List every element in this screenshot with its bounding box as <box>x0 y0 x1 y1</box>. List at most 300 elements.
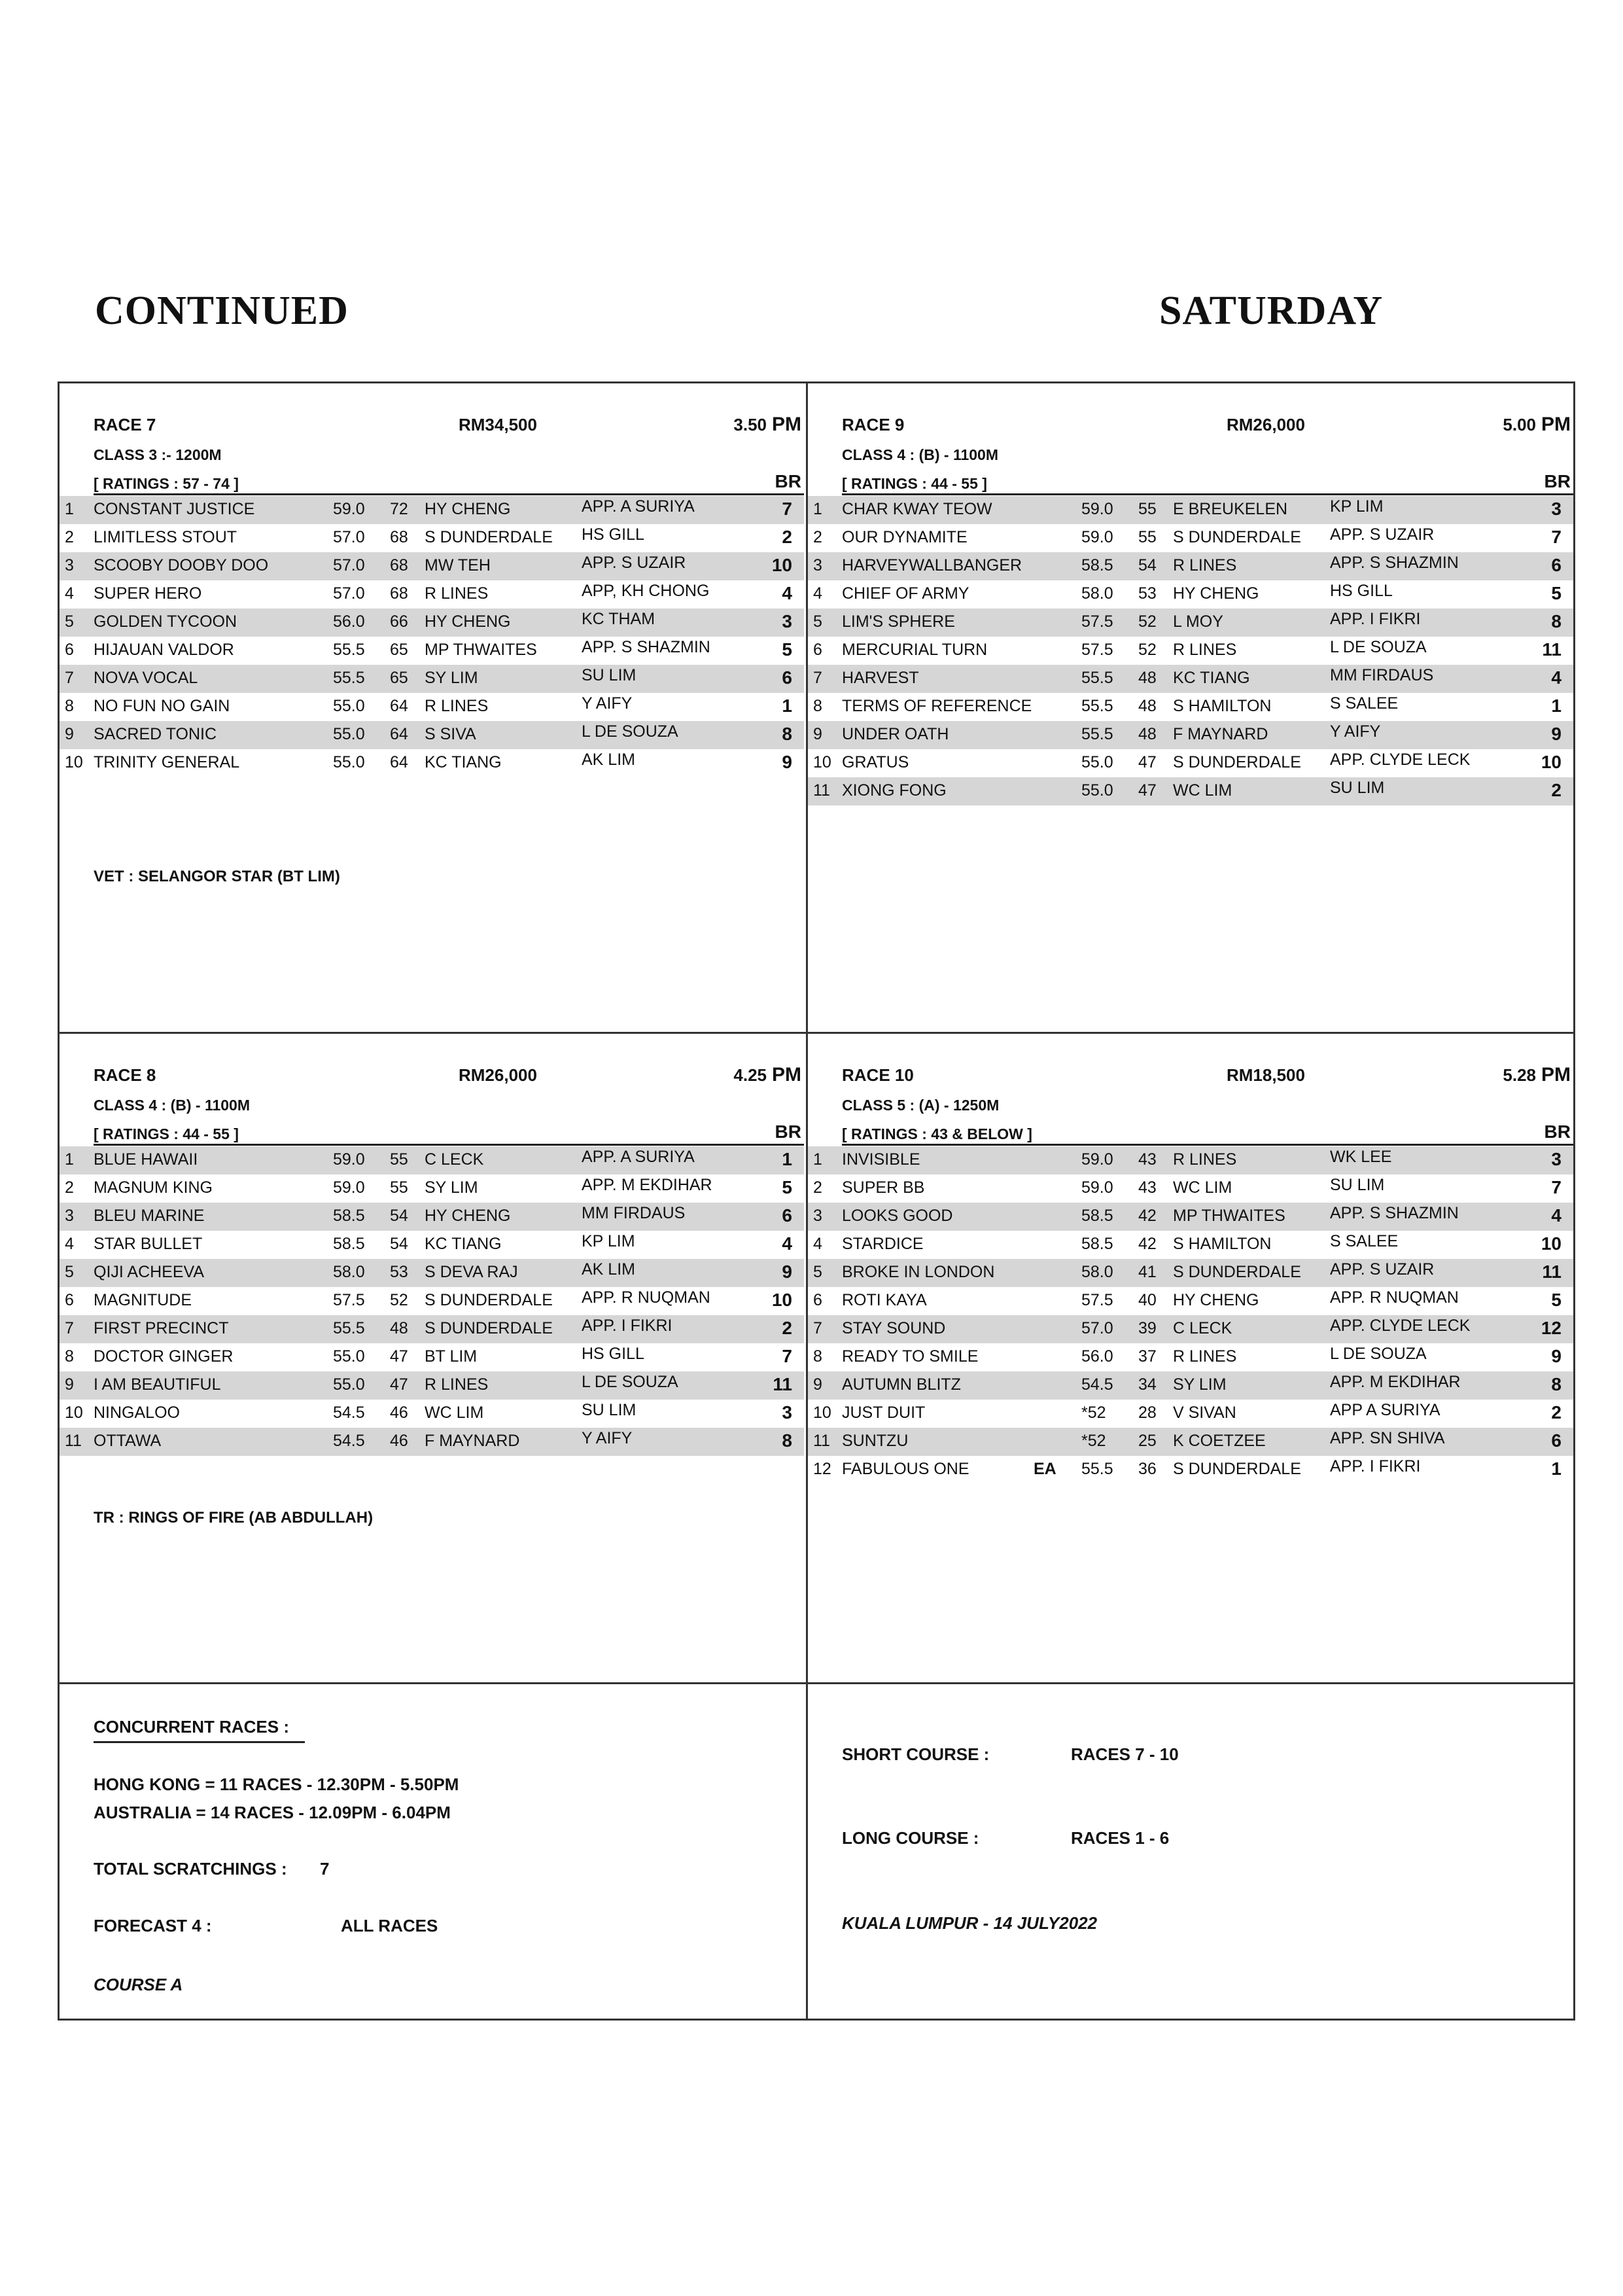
handicap-weight: *52 <box>1081 1432 1106 1450</box>
rating: 48 <box>1138 725 1157 743</box>
runner-row <box>60 496 804 524</box>
runner-number: 2 <box>65 1178 74 1197</box>
runner-number: 7 <box>65 669 74 687</box>
jockey-name: HY CHENG <box>425 1207 511 1225</box>
race-time-value: 4.25 <box>733 1065 767 1085</box>
barrier-draw: 10 <box>771 1290 792 1310</box>
runner-row <box>808 609 1573 637</box>
runner-row <box>60 1428 804 1456</box>
runner-number: 3 <box>65 556 74 574</box>
runner-number: 7 <box>65 1319 74 1337</box>
runner-row <box>808 1259 1573 1287</box>
horse-name: UNDER OATH <box>842 725 949 743</box>
barrier-draw: 3 <box>1551 1149 1562 1169</box>
handicap-weight: 58.0 <box>1081 1263 1113 1281</box>
rating: 68 <box>390 528 408 546</box>
handicap-weight: 58.5 <box>1081 1235 1113 1253</box>
handicap-weight: 57.5 <box>1081 641 1113 659</box>
header-day: SATURDAY <box>1159 289 1384 333</box>
jockey-name: HY CHENG <box>425 612 511 631</box>
runner-number: 10 <box>65 753 83 771</box>
rating: 64 <box>390 697 408 715</box>
short-course-label: SHORT COURSE : <box>842 1744 990 1764</box>
handicap-weight: 55.5 <box>1081 725 1113 743</box>
horse-name: NO FUN NO GAIN <box>94 697 230 715</box>
runner-row <box>60 749 804 777</box>
horse-name: CHAR KWAY TEOW <box>842 500 992 518</box>
jockey-name: S DUNDERDALE <box>425 528 553 546</box>
trainer-name: APP. CLYDE LECK <box>1330 1316 1471 1335</box>
jockey-name: R LINES <box>425 697 489 715</box>
rating: 39 <box>1138 1319 1157 1337</box>
race-title: RACE 10 <box>842 1065 914 1085</box>
runner-number: 8 <box>813 1347 822 1366</box>
handicap-weight: 55.0 <box>333 1375 365 1394</box>
runner-row <box>60 1371 804 1400</box>
horse-name: JUST DUIT <box>842 1404 926 1422</box>
runner-row <box>808 777 1573 805</box>
handicap-weight: 57.0 <box>1081 1319 1113 1337</box>
race-title: RACE 9 <box>842 415 905 434</box>
handicap-weight: 54.5 <box>1081 1375 1113 1394</box>
barrier-draw: 5 <box>782 639 792 660</box>
rating: 40 <box>1138 1291 1157 1309</box>
barrier-draw: 5 <box>1551 583 1562 603</box>
rating: 41 <box>1138 1263 1157 1281</box>
horse-name: HIJAUAN VALDOR <box>94 641 234 659</box>
trainer-name: APP. A SURIYA <box>582 1148 695 1166</box>
jockey-name: R LINES <box>1173 1150 1237 1169</box>
trainer-name: APP. M EKDIHAR <box>582 1176 712 1194</box>
runner-row <box>60 1343 804 1371</box>
trainer-name: APP. S UZAIR <box>1330 1260 1435 1279</box>
long-course-value: RACES 1 - 6 <box>1071 1828 1170 1848</box>
race-prize: RM34,500 <box>459 415 537 434</box>
handicap-weight: 54.5 <box>333 1404 365 1422</box>
horse-name: NINGALOO <box>94 1404 180 1422</box>
barrier-draw: 1 <box>1551 696 1562 716</box>
trainer-name: L DE SOUZA <box>1330 638 1427 656</box>
barrier-draw: 10 <box>1541 1233 1562 1254</box>
jockey-name: E BREUKELEN <box>1173 500 1288 518</box>
trainer-name: Y AIFY <box>582 694 633 713</box>
barrier-draw: 6 <box>782 1205 792 1226</box>
jockey-name: S DUNDERDALE <box>1173 1460 1301 1478</box>
horse-name: BROKE IN LONDON <box>842 1263 995 1281</box>
trainer-name: SU LIM <box>1330 779 1385 797</box>
horse-name: STARDICE <box>842 1235 924 1253</box>
rating: 43 <box>1138 1178 1157 1197</box>
entries-list <box>60 496 804 777</box>
barrier-draw: 1 <box>1551 1458 1562 1479</box>
jockey-name: S DUNDERDALE <box>1173 1263 1301 1281</box>
rating: 68 <box>390 556 408 574</box>
runner-number: 5 <box>65 1263 74 1281</box>
jockey-name: WC LIM <box>1173 781 1232 800</box>
jockey-name: C LECK <box>425 1150 484 1169</box>
runner-number: 6 <box>813 641 822 659</box>
jockey-name: KC TIANG <box>425 753 502 771</box>
rating: 46 <box>390 1432 408 1450</box>
horse-name: I AM BEAUTIFUL <box>94 1375 221 1394</box>
trainer-name: APP. S SHAZMIN <box>1330 554 1459 572</box>
runner-number: 8 <box>65 697 74 715</box>
runner-row <box>60 552 804 580</box>
total-scratchings-label: TOTAL SCRATCHINGS : <box>94 1859 287 1879</box>
runner-row <box>60 609 804 637</box>
rating: 48 <box>390 1319 408 1337</box>
jockey-name: F MAYNARD <box>1173 725 1268 743</box>
trainer-name: WK LEE <box>1330 1148 1392 1166</box>
jockey-name: KC TIANG <box>425 1235 502 1253</box>
race-prize: RM26,000 <box>459 1065 537 1085</box>
runner-number: 3 <box>65 1207 74 1225</box>
horse-name: OTTAWA <box>94 1432 162 1450</box>
trainer-name: APP. A SURIYA <box>582 497 695 516</box>
handicap-weight: 57.5 <box>1081 612 1113 631</box>
horse-name: BLUE HAWAII <box>94 1150 198 1169</box>
header-continued: CONTINUED <box>95 289 349 333</box>
jockey-name: SY LIM <box>1173 1375 1227 1394</box>
runner-row <box>60 665 804 693</box>
rating: 53 <box>390 1263 408 1281</box>
barrier-draw: 2 <box>1551 1402 1562 1422</box>
rating: 55 <box>1138 500 1157 518</box>
horse-name: FABULOUS ONE <box>842 1460 969 1478</box>
race-ratings: [ RATINGS : 43 & BELOW ] <box>842 1125 1032 1142</box>
runner-row <box>808 1400 1573 1428</box>
jockey-name: S HAMILTON <box>1173 697 1272 715</box>
handicap-weight: 58.0 <box>1081 584 1113 603</box>
jockey-name: S DUNDERDALE <box>1173 753 1301 771</box>
entries-list <box>60 1146 804 1456</box>
race-title: RACE 7 <box>94 415 156 434</box>
rating: 53 <box>1138 584 1157 603</box>
runner-row <box>60 721 804 749</box>
rating: 72 <box>390 500 408 518</box>
jockey-name: MW TEH <box>425 556 491 574</box>
trainer-name: APP. S SHAZMIN <box>582 638 710 656</box>
horse-name: READY TO SMILE <box>842 1347 979 1366</box>
runner-number: 1 <box>813 500 822 518</box>
barrier-draw: 1 <box>782 696 792 716</box>
runner-number: 4 <box>813 1235 822 1253</box>
runner-row <box>60 1203 804 1231</box>
runner-row <box>808 1146 1573 1174</box>
jockey-name: KC TIANG <box>1173 669 1250 687</box>
runner-row <box>60 1400 804 1428</box>
runner-number: 8 <box>65 1347 74 1366</box>
barrier-draw: 4 <box>1551 667 1562 688</box>
race-prize: RM18,500 <box>1227 1065 1305 1085</box>
handicap-weight: 55.0 <box>1081 781 1113 800</box>
jockey-name: L MOY <box>1173 612 1223 631</box>
trainer-name: SU LIM <box>1330 1176 1385 1194</box>
horse-name: SUPER BB <box>842 1178 925 1197</box>
barrier-draw: 7 <box>782 1346 792 1366</box>
runner-number: 1 <box>65 500 74 518</box>
handicap-weight: 58.5 <box>333 1235 365 1253</box>
trainer-name: APP. R NUQMAN <box>582 1288 710 1307</box>
runner-number: 6 <box>65 1291 74 1309</box>
horse-name: GOLDEN TYCOON <box>94 612 237 631</box>
horse-name: FIRST PRECINCT <box>94 1319 229 1337</box>
runner-number: 2 <box>813 528 822 546</box>
rating: 43 <box>1138 1150 1157 1169</box>
trainer-name: Y AIFY <box>582 1429 633 1447</box>
race-time-ampm: PM <box>1541 414 1571 435</box>
horse-name: ROTI KAYA <box>842 1291 927 1309</box>
handicap-weight: 55.5 <box>333 641 365 659</box>
horse-name: AUTUMN BLITZ <box>842 1375 961 1394</box>
handicap-weight: 56.0 <box>333 612 365 631</box>
horse-name: LIMITLESS STOUT <box>94 528 237 546</box>
horse-name: SUPER HERO <box>94 584 202 603</box>
rating: 54 <box>390 1207 408 1225</box>
race-time-value: 5.28 <box>1503 1065 1536 1085</box>
handicap-weight: 59.0 <box>1081 500 1113 518</box>
race-time <box>1503 414 1571 436</box>
forecast-value: ALL RACES <box>341 1916 438 1935</box>
trainer-name: Y AIFY <box>1330 722 1381 741</box>
race-time-ampm: PM <box>1541 1064 1571 1086</box>
trainer-name: SU LIM <box>582 666 637 684</box>
rating: 65 <box>390 669 408 687</box>
rating: 68 <box>390 584 408 603</box>
race-time <box>733 1064 801 1086</box>
horse-name: BLEU MARINE <box>94 1207 205 1225</box>
barrier-header: BR <box>775 471 801 491</box>
race-ratings: [ RATINGS : 57 - 74 ] <box>94 475 239 492</box>
handicap-weight: 58.5 <box>333 1207 365 1225</box>
runner-number: 4 <box>65 584 74 603</box>
entries-list <box>808 1146 1573 1484</box>
runner-row <box>808 1231 1573 1259</box>
handicap-weight: 59.0 <box>333 500 365 518</box>
header-rule <box>842 1144 1573 1146</box>
race-time-ampm: PM <box>772 1064 801 1086</box>
barrier-draw: 7 <box>1551 527 1562 547</box>
rating: 25 <box>1138 1432 1157 1450</box>
horse-name: SUNTZU <box>842 1432 909 1450</box>
runner-row <box>808 496 1573 524</box>
barrier-draw: 8 <box>1551 1374 1562 1394</box>
rating: 64 <box>390 753 408 771</box>
race-time <box>733 414 801 436</box>
rating: 47 <box>1138 753 1157 771</box>
jockey-name: WC LIM <box>1173 1178 1232 1197</box>
barrier-draw: 12 <box>1541 1318 1562 1338</box>
race-prize: RM26,000 <box>1227 415 1305 434</box>
trainer-name: APP. I FIKRI <box>582 1316 672 1335</box>
runner-row <box>808 552 1573 580</box>
race-ratings: [ RATINGS : 44 - 55 ] <box>94 1125 239 1142</box>
rating: 55 <box>390 1150 408 1169</box>
trainer-name: APP. S SHAZMIN <box>1330 1204 1459 1222</box>
jockey-name: R LINES <box>1173 556 1237 574</box>
handicap-weight: 58.5 <box>1081 556 1113 574</box>
jockey-name: R LINES <box>1173 1347 1237 1366</box>
handicap-weight: 59.0 <box>1081 1178 1113 1197</box>
race-class: CLASS 3 :- 1200M <box>94 446 222 463</box>
race-time-value: 3.50 <box>733 415 767 434</box>
runner-row <box>60 1259 804 1287</box>
runner-number: 9 <box>813 725 822 743</box>
horse-name: LOOKS GOOD <box>842 1207 953 1225</box>
barrier-header: BR <box>775 1122 801 1142</box>
trainer-name: MM FIRDAUS <box>582 1204 686 1222</box>
runner-row <box>808 1428 1573 1456</box>
runner-row <box>60 524 804 552</box>
runner-row <box>808 1371 1573 1400</box>
horse-name: STAY SOUND <box>842 1319 946 1337</box>
trainer-name: APP. S UZAIR <box>1330 525 1435 544</box>
jockey-name: HY CHENG <box>1173 584 1259 603</box>
jockey-name: K COETZEE <box>1173 1432 1266 1450</box>
jockey-name: F MAYNARD <box>425 1432 520 1450</box>
barrier-draw: 2 <box>782 527 792 547</box>
trainer-name: L DE SOUZA <box>582 722 678 741</box>
runner-row <box>808 1287 1573 1315</box>
trainer-name: HS GILL <box>582 1345 644 1363</box>
horse-name: XIONG FONG <box>842 781 947 800</box>
runner-number: 5 <box>813 1263 822 1281</box>
runner-number: 3 <box>813 1207 822 1225</box>
runner-row <box>808 637 1573 665</box>
horse-name: NOVA VOCAL <box>94 669 198 687</box>
horse-name: QIJI ACHEEVA <box>94 1263 205 1281</box>
rating: 37 <box>1138 1347 1157 1366</box>
race-7-panel <box>60 383 804 1032</box>
rating: 54 <box>390 1235 408 1253</box>
barrier-draw: 5 <box>782 1177 792 1197</box>
rating: 55 <box>1138 528 1157 546</box>
barrier-draw: 2 <box>1551 780 1562 800</box>
runner-row <box>808 693 1573 721</box>
runner-row <box>60 580 804 609</box>
rating: 47 <box>1138 781 1157 800</box>
runner-row <box>808 749 1573 777</box>
header-rule <box>842 493 1573 495</box>
jockey-name: SY LIM <box>425 669 478 687</box>
race-note: TR : RINGS OF FIRE (AB ABDULLAH) <box>94 1509 374 1527</box>
race-class: CLASS 5 : (A) - 1250M <box>842 1097 1000 1114</box>
runner-number: 5 <box>65 612 74 631</box>
handicap-weight: 55.0 <box>333 1347 365 1366</box>
barrier-draw: 9 <box>1551 724 1562 744</box>
barrier-draw: 3 <box>782 611 792 631</box>
concurrent-races-title: CONCURRENT RACES : <box>94 1717 305 1743</box>
horse-name: OUR DYNAMITE <box>842 528 968 546</box>
jockey-name: MP THWAITES <box>1173 1207 1285 1225</box>
runner-row <box>60 1231 804 1259</box>
runner-row <box>60 693 804 721</box>
trainer-name: L DE SOUZA <box>1330 1345 1427 1363</box>
trainer-name: APP. SN SHIVA <box>1330 1429 1445 1447</box>
runner-number: 11 <box>813 1432 830 1450</box>
header-rule <box>94 1144 804 1146</box>
barrier-draw: 4 <box>1551 1205 1562 1226</box>
barrier-draw: 10 <box>1541 752 1562 772</box>
trainer-name: HS GILL <box>1330 582 1393 600</box>
barrier-draw: 11 <box>773 1374 792 1394</box>
handicap-weight: 55.0 <box>333 753 365 771</box>
barrier-draw: 8 <box>782 724 792 744</box>
runner-number: 8 <box>813 697 822 715</box>
trainer-name: APP. I FIKRI <box>1330 610 1421 628</box>
jockey-name: SY LIM <box>425 1178 478 1197</box>
entries-list <box>808 496 1573 805</box>
forecast-label: FORECAST 4 : <box>94 1916 212 1935</box>
horse-name: LIM'S SPHERE <box>842 612 955 631</box>
trainer-name: APP. S UZAIR <box>582 554 686 572</box>
barrier-draw: 7 <box>1551 1177 1562 1197</box>
runner-row <box>60 637 804 665</box>
runner-number: 9 <box>65 725 74 743</box>
horse-name: TERMS OF REFERENCE <box>842 697 1032 715</box>
runner-row <box>808 1203 1573 1231</box>
footer-left-panel <box>60 1684 804 2019</box>
jockey-name: S DUNDERDALE <box>425 1291 553 1309</box>
rating: 36 <box>1138 1460 1157 1478</box>
handicap-weight: 54.5 <box>333 1432 365 1450</box>
jockey-name: S DEVA RAJ <box>425 1263 518 1281</box>
rating: 66 <box>390 612 408 631</box>
barrier-draw: 11 <box>1542 1262 1562 1282</box>
barrier-header: BR <box>1544 471 1571 491</box>
horse-name: INVISIBLE <box>842 1150 920 1169</box>
barrier-draw: 4 <box>782 1233 792 1254</box>
runner-number: 4 <box>813 584 822 603</box>
runner-row <box>60 1287 804 1315</box>
horse-name: SCOOBY DOOBY DOO <box>94 556 269 574</box>
barrier-draw: 3 <box>782 1402 792 1422</box>
handicap-weight: 55.0 <box>333 725 365 743</box>
runner-number: 2 <box>65 528 74 546</box>
runner-number: 10 <box>813 753 831 771</box>
trainer-name: KP LIM <box>582 1232 635 1250</box>
race-card-grid <box>58 381 1575 2021</box>
jockey-name: S DUNDERDALE <box>1173 528 1301 546</box>
barrier-draw: 11 <box>1542 639 1562 660</box>
rating: 42 <box>1138 1235 1157 1253</box>
rating: 52 <box>1138 641 1157 659</box>
runner-row <box>60 1174 804 1203</box>
trainer-name: APP. CLYDE LECK <box>1330 751 1471 769</box>
handicap-weight: 57.5 <box>333 1291 365 1309</box>
race-time-value: 5.00 <box>1503 415 1536 434</box>
jockey-name: WC LIM <box>425 1404 484 1422</box>
trainer-name: KC THAM <box>582 610 655 628</box>
rating: 34 <box>1138 1375 1157 1394</box>
location-date: KUALA LUMPUR - 14 JULY2022 <box>842 1913 1098 1933</box>
race-9-panel <box>808 383 1573 1032</box>
trainer-name: L DE SOUZA <box>582 1373 678 1391</box>
runner-number: 7 <box>813 1319 822 1337</box>
runner-number: 7 <box>813 669 822 687</box>
handicap-weight: 58.0 <box>333 1263 365 1281</box>
handicap-weight: *52 <box>1081 1404 1106 1422</box>
rating: 47 <box>390 1347 408 1366</box>
jockey-name: HY CHENG <box>425 500 511 518</box>
jockey-name: R LINES <box>1173 641 1237 659</box>
handicap-weight: 59.0 <box>1081 528 1113 546</box>
race-time-ampm: PM <box>772 414 801 435</box>
runner-tag: EA <box>1034 1460 1056 1478</box>
barrier-draw: 10 <box>771 555 792 575</box>
handicap-weight: 55.5 <box>333 1319 365 1337</box>
rating: 52 <box>390 1291 408 1309</box>
